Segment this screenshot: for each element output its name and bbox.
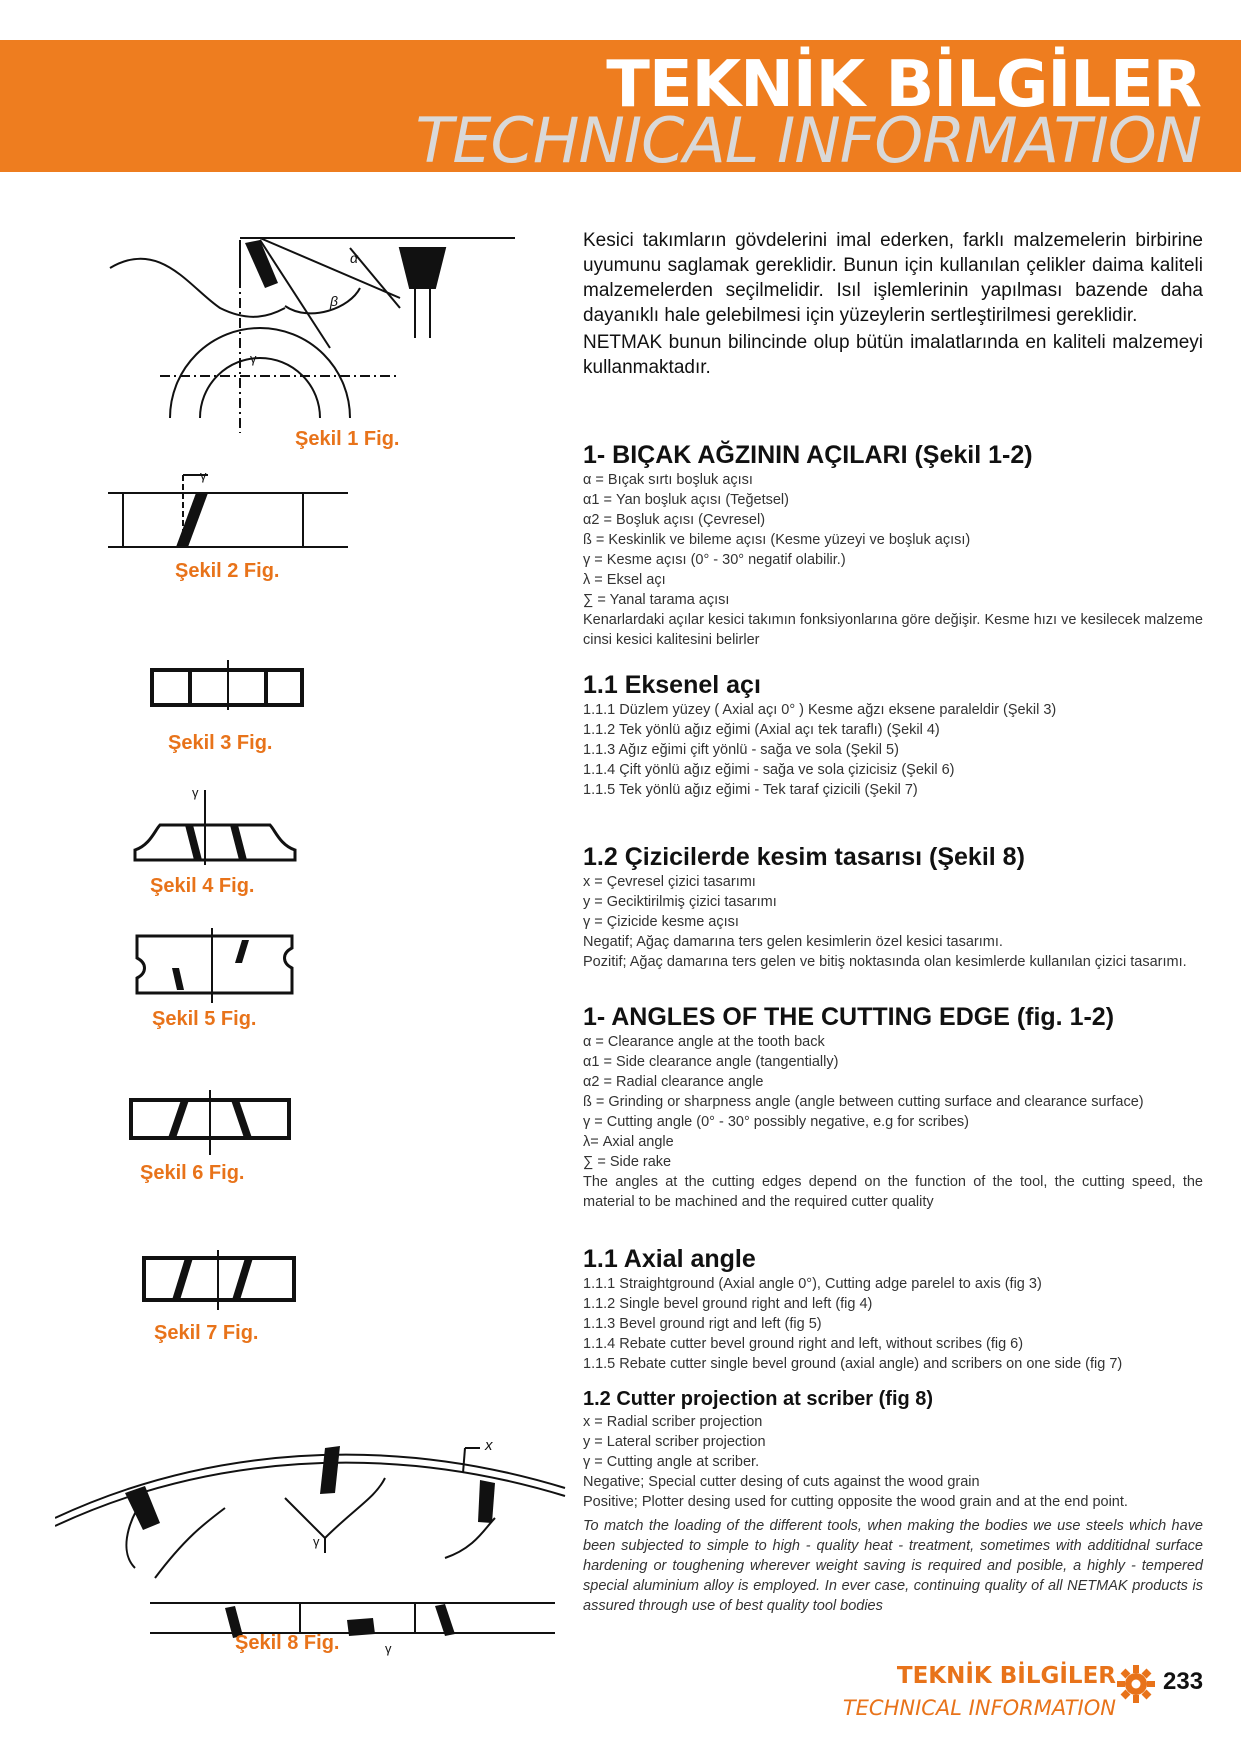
svg-text:γ: γ bbox=[192, 785, 199, 800]
figure-6-drawing bbox=[126, 1090, 296, 1155]
tr-angles-note: Kenarlardaki açılar kesici takımın fonksiyonlarına göre değişir. Kesme hızı ve kesilecek malzeme cinsi kesici kalitesini belirler bbox=[583, 612, 1203, 648]
en-scriber-item: Negative; Special cutter desing of cuts against the wood grain bbox=[583, 1474, 980, 1490]
en-angle-item: λ= Axial angle bbox=[583, 1134, 674, 1150]
en-angle-item: α1 = Side clearance angle (tangentially) bbox=[583, 1054, 839, 1070]
tr-scriber-item: x = Çevresel çizici tasarımı bbox=[583, 874, 756, 890]
tr-axial-heading: 1.1 Eksenel açı bbox=[583, 671, 761, 699]
tr-angles-section bbox=[583, 440, 1203, 650]
svg-text:γ: γ bbox=[385, 1641, 392, 1656]
en-angle-item: α2 = Radial clearance angle bbox=[583, 1074, 764, 1090]
en-axial-item: 1.1.5 Rebate cutter single bevel ground (axial angle) and scribers on one side (fig 7) bbox=[583, 1356, 1123, 1372]
tr-axial-item: 1.1.5 Tek yönlü ağız eğimi - Tek taraf çizicili (Şekil 7) bbox=[583, 782, 918, 798]
en-angles-section bbox=[583, 1002, 1203, 1212]
tr-angle-item: λ = Eksel açı bbox=[583, 572, 666, 588]
en-angle-item: ∑ = Side rake bbox=[583, 1154, 672, 1170]
figure-2-drawing bbox=[108, 465, 358, 555]
tr-axial-item: 1.1.3 Ağız eğimi çift yönlü - sağa ve sola (Şekil 5) bbox=[583, 742, 899, 758]
figure-3-drawing bbox=[148, 660, 308, 710]
figure-5-caption: Şekil 5 Fig. bbox=[152, 1008, 257, 1030]
intro-section bbox=[583, 228, 1203, 380]
tr-scriber-heading: 1.2 Çizicilerde kesim tasarısı (Şekil 8) bbox=[583, 843, 1025, 871]
en-axial-heading: 1.1 Axial angle bbox=[583, 1245, 756, 1273]
en-axial-section bbox=[583, 1244, 1203, 1374]
svg-text:γ: γ bbox=[250, 351, 257, 366]
en-axial-item: 1.1.3 Bevel ground rigt and left (fig 5) bbox=[583, 1316, 822, 1332]
gear-icon bbox=[1115, 1663, 1157, 1705]
svg-text:x: x bbox=[485, 1437, 493, 1454]
en-scriber-section bbox=[583, 1386, 1203, 1616]
en-angles-note: The angles at the cutting edges depend on the function of the tool, the cutting speed, the material to be machined and the required cutter quality bbox=[583, 1174, 1203, 1210]
svg-text:α: α bbox=[350, 250, 358, 266]
tr-axial-item: 1.1.1 Düzlem yüzey ( Axial açı 0° ) Kesme ağzı eksene paraleldir (Şekil 3) bbox=[583, 702, 1057, 718]
figure-8-caption: Şekil 8 Fig. bbox=[235, 1632, 340, 1654]
figure-8-drawing bbox=[55, 1428, 575, 1658]
en-scriber-item: y = Lateral scriber projection bbox=[583, 1434, 766, 1450]
tr-angle-item: α1 = Yan boşluk açısı (Teğetsel) bbox=[583, 492, 789, 508]
figure-2-caption: Şekil 2 Fig. bbox=[175, 560, 280, 582]
en-scriber-item: Positive; Plotter desing used for cutting opposite the wood grain and at the end point. bbox=[583, 1494, 1128, 1510]
svg-text:γ: γ bbox=[313, 1534, 320, 1549]
tr-angle-item: α2 = Boşluk açısı (Çevresel) bbox=[583, 512, 766, 528]
figure-1-caption: Şekil 1 Fig. bbox=[295, 428, 400, 450]
figure-4-drawing bbox=[130, 785, 300, 865]
tr-angle-item: ∑ = Yanal tarama açısı bbox=[583, 592, 730, 608]
tr-axial-section bbox=[583, 670, 1203, 800]
tr-angle-item: α = Bıçak sırtı boşluk açısı bbox=[583, 472, 753, 488]
figure-6-caption: Şekil 6 Fig. bbox=[140, 1162, 245, 1184]
en-angle-item: α = Clearance angle at the tooth back bbox=[583, 1034, 825, 1050]
header-title-en: TECHNICAL INFORMATION bbox=[415, 104, 1201, 177]
en-scriber-heading: 1.2 Cutter projection at scriber (fig 8) bbox=[583, 1388, 934, 1410]
figure-5-drawing bbox=[132, 928, 302, 1003]
tr-angle-item: ß = Keskinlik ve bileme açısı (Kesme yüzeyi ve boşluk açısı) bbox=[583, 532, 971, 548]
intro-paragraph-2: NETMAK bunun bilincinde olup bütün imalatlarında en kaliteli malzemeyi kullanmaktadır. bbox=[583, 332, 1203, 378]
figure-4-caption: Şekil 4 Fig. bbox=[150, 875, 255, 897]
footer-title-tr: TEKNİK BİLGİLER bbox=[896, 1663, 1116, 1689]
tr-scriber-section bbox=[583, 842, 1203, 972]
svg-text:β: β bbox=[330, 293, 338, 309]
tr-axial-item: 1.1.4 Çift yönlü ağız eğimi - sağa ve sola çizicisiz (Şekil 6) bbox=[583, 762, 955, 778]
en-angle-item: γ = Cutting angle (0° - 30° possibly negative, e.g for scribes) bbox=[583, 1114, 969, 1130]
en-axial-item: 1.1.2 Single bevel ground right and left (fig 4) bbox=[583, 1296, 873, 1312]
tr-scriber-item: y = Geciktirilmiş çizici tasarımı bbox=[583, 894, 777, 910]
en-axial-item: 1.1.4 Rebate cutter bevel ground right and left, without scribes (fig 6) bbox=[583, 1336, 1024, 1352]
tr-scriber-note: Pozitif; Ağaç damarına ters gelen ve bitiş noktasında olan kesimlerde kullanılan çizici tasarımı. bbox=[583, 954, 1187, 970]
header-title-tr: TEKNİK BİLGİLER bbox=[606, 48, 1201, 122]
en-axial-item: 1.1.1 Straightground (Axial angle 0°), Cutting adge parelel to axis (fig 3) bbox=[583, 1276, 1042, 1292]
en-closing-paragraph: To match the loading of the different tools, when making the bodies we use steels which have been subjected to simple to high - quality heat - treatment, sometimes with additidnal surface hardening or toughening wherever weight saving is required and posible, a highly - tempered special aluminium alloy is employed. In ever case, continuing quality of all NETMAK products is assured through use of best quality tool bodies bbox=[583, 1518, 1203, 1614]
tr-axial-item: 1.1.2 Tek yönlü ağız eğimi (Axial açı tek taraflı) (Şekil 4) bbox=[583, 722, 940, 738]
en-angles-heading: 1- ANGLES OF THE CUTTING EDGE (fig. 1-2) bbox=[583, 1003, 1115, 1031]
tr-angle-item: γ = Kesme açısı (0° - 30° negatif olabilir.) bbox=[583, 552, 846, 568]
page-header bbox=[0, 40, 1241, 177]
footer-title-en: TECHNICAL INFORMATION bbox=[842, 1696, 1116, 1720]
tr-scriber-item: γ = Çizicide kesme açısı bbox=[583, 914, 739, 930]
figure-1-drawing bbox=[100, 228, 520, 438]
intro-paragraph-1: Kesici takımların gövdelerini imal ederken, farklı malzemelerin birbirine uyumunu saglamak gereklidir. Bunun için kullanılan çelikler daima kaliteli malzemelerden seçilmelidir. Isıl işlemlerinin yapılması bazende daha dayanıklı hale gelebilmesi için yüzeylerin sertleştirilmesi gereklidir. bbox=[583, 230, 1203, 326]
figure-7-drawing bbox=[140, 1250, 300, 1310]
en-scriber-item: γ = Cutting angle at scriber. bbox=[583, 1454, 760, 1470]
svg-text:γ: γ bbox=[200, 468, 207, 483]
figure-7-caption: Şekil 7 Fig. bbox=[154, 1322, 259, 1344]
en-scriber-item: x = Radial scriber projection bbox=[583, 1414, 763, 1430]
tr-angles-heading: 1- BIÇAK AĞZININ AÇILARI (Şekil 1-2) bbox=[583, 441, 1033, 469]
page-number: 233 bbox=[1163, 1668, 1204, 1695]
en-angle-item: ß = Grinding or sharpness angle (angle between cutting surface and clearance surface) bbox=[583, 1094, 1144, 1110]
figure-3-caption: Şekil 3 Fig. bbox=[168, 732, 273, 754]
tr-scriber-item: Negatif; Ağaç damarına ters gelen kesimlerin özel kesici tasarımı. bbox=[583, 934, 1003, 950]
